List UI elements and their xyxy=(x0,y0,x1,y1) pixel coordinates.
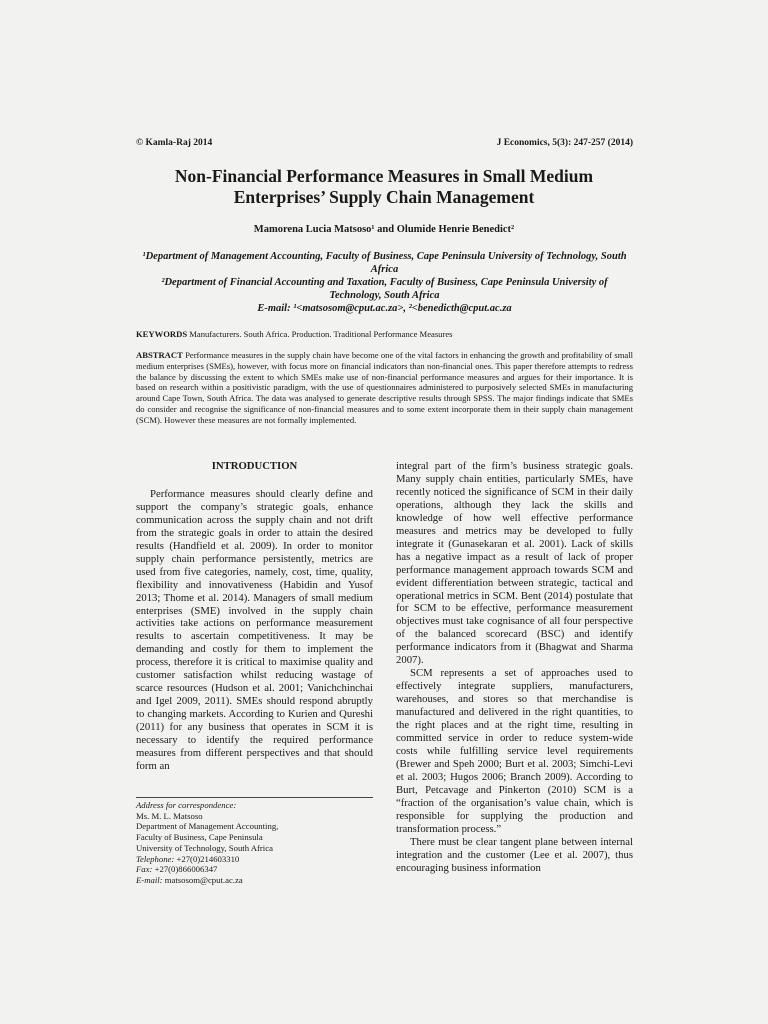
intro-paragraph-3: There must be clear tangent plane between internal integration and the customer (Lee et al. 2007), thus encouraging business information xyxy=(396,835,633,874)
journal-citation: J Economics, 5(3): 247-257 (2014) xyxy=(496,138,633,148)
title-line-2: Enterprises’ Supply Chain Management xyxy=(233,187,535,207)
right-column xyxy=(396,460,633,875)
correspondence-heading: Address for correspondence: xyxy=(136,800,237,810)
correspondence-university: University of Technology, South Africa xyxy=(136,842,273,853)
correspondence-name: Ms. M. L. Matsoso xyxy=(136,810,203,821)
keywords-label: KEYWORDS xyxy=(136,329,188,339)
keywords-block xyxy=(136,329,633,340)
correspondence-email xyxy=(136,875,373,886)
affiliation-2: ²Department of Financial Accounting and Taxation, Faculty of Business, Cape Peninsula University of Technology, South Africa xyxy=(161,277,608,301)
telephone-value: +27(0)214603310 xyxy=(176,853,240,864)
fax-value: +27(0)866006347 xyxy=(154,864,218,875)
paper-title xyxy=(120,166,648,208)
correspondence-telephone xyxy=(136,854,373,865)
intro-paragraph-2: SCM represents a set of approaches used to effectively integrate suppliers, manufacturers, warehouses, and stores so that merchandise is manufactured and delivered in the right quantities, to the right places and at the right time, resulting in committed service in order to reduce system-wide costs while fulfilling service level requirements (Brewer and Speh 2000; Burt et al. 2003; Simchi-Levi et al. 2003; Hugos 2006; Branch 2009). According to Burt, Petcavage and Pinkerton (2010) SCM is a “fraction of the organisation’s value chain, which is responsible for supplying the production and transformation process.” xyxy=(396,667,633,835)
abstract-label: ABSTRACT xyxy=(136,350,183,360)
correspondence-footnote xyxy=(136,797,373,886)
left-column xyxy=(136,460,373,773)
email-label: E-mail: xyxy=(136,874,163,885)
telephone-label: Telephone: xyxy=(136,853,175,864)
fax-label: Fax: xyxy=(136,864,153,875)
running-header xyxy=(136,138,633,148)
copyright-notice: © Kamla-Raj 2014 xyxy=(136,138,213,148)
author-list: Mamorena Lucia Matsoso¹ and Olumide Henrie Benedict² xyxy=(253,224,515,235)
correspondence-faculty: Faculty of Business, Cape Peninsula xyxy=(136,832,263,843)
title-line-1: Non-Financial Performance Measures in Small Medium xyxy=(174,166,594,186)
abstract-block xyxy=(136,350,633,426)
correspondence-fax xyxy=(136,864,373,875)
affiliation-1: ¹Department of Management Accounting, Faculty of Business, Cape Peninsula University of Technology, South Africa xyxy=(142,251,627,275)
intro-paragraph-continued: integral part of the firm’s business strategic goals. Many supply chain entities, particularly SMEs, have recently noticed the significance of SCM in their daily operations, although they lack the skills and knowledge of how well effective performance measures and metrics may be developed to fully integrate it (Gunasekaran et al. 2001). Lack of skills has a negative impact as a result of lack of proper performance management approach towards SCM and evident differentiation between strategic, tactical and operational metrics in SCM. Bent (2014) postulate that for SCM to be effective, performance measurement objectives must take cognisance of all four perspective of the balanced scorecard (BSC) and identify performance indicators from it (Bhagwat and Sharma 2007). xyxy=(396,460,633,667)
abstract-text: Performance measures in the supply chain have become one of the vital factors in enhancing the growth and profitability of small medium enterprises (SMEs), however, with focus more on financial indicators than non-financial ones. This paper therefore attempts to redress the balance by discussing the extent to which SMEs make use of non-financial performance measures and argues for their importance. It is based on research within a positivistic paradigm, with the use of questionnaires administered to purposively selected SMEs in manufacturing around Cape Town, South Africa. The data was analysed to generate descriptive results through SPSS. The major findings indicate that SMEs do consider and recognise the significance of non-financial measures and to some extent incorporate them in their supply chain management (SCM). However these measures are not formally implemented. xyxy=(136,350,633,425)
keywords-text: Manufacturers. South Africa. Production. Traditional Performance Measures xyxy=(189,329,453,339)
intro-paragraph-1: Performance measures should clearly define and support the company’s strategic goals, enhance communication across the supply chain and not drift from the strategic goals in order to attain the desired results (Handfield et al. 2009). In order to monitor supply chain performance persistently, metrics are used from five categories, namely, cost, time, quality, flexibility and innovativeness (Habidin and Yusof 2013; Thome et al. 2014). Managers of small medium enterprises (SME) involved in the supply chain activities take actions on performance measurement results to ascertain competitiveness. It may be demanding and costly for them to implement the process, therefore it is critical to maximise quality and customer satisfaction whilst reducing wastage of scarce resources (Hudson et al. 2001; Vanichchinchai and Igel 2009, 2011). SMEs should respond abruptly to changing markets. According to Kurien and Qureshi (2011) for any business that operates in SCM it is necessary to identify the required performance measures from different perspectives and that should form an xyxy=(136,487,373,772)
correspondence-dept: Department of Management Accounting, xyxy=(136,821,279,832)
author-emails: E-mail: ¹<matsosom@cput.ac.za>, ²<benedicth@cput.ac.za xyxy=(257,303,512,314)
affiliations xyxy=(136,250,633,315)
email-value: matsosom@cput.ac.za xyxy=(164,874,243,885)
section-heading-introduction: INTRODUCTION xyxy=(211,460,298,472)
